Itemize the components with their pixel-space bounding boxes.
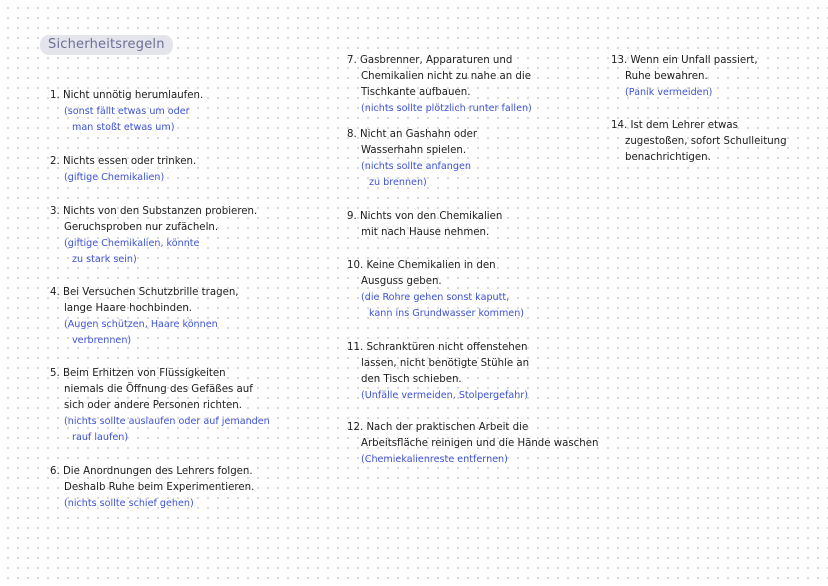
rule-explanation: (giftige Chemikalien) — [64, 172, 165, 183]
rules-column-3 — [611, 53, 821, 166]
rule-text-continued: Deshalb Ruhe beim Experimentieren. — [64, 482, 255, 493]
page-title: Sicherheitsregeln — [40, 35, 173, 55]
rule-explanation: (nichts sollte plötzlich runter fallen) — [361, 103, 532, 114]
rule-text-continued: Wasserhahn spielen. — [361, 145, 467, 156]
rule-text-continued: niemals die Öffnung des Gefäßes auf — [64, 384, 253, 395]
rule-item — [347, 209, 609, 241]
rule-text: 11. Schranktüren nicht offenstehen — [347, 342, 528, 353]
rule-text: 14. Ist dem Lehrer etwas — [611, 120, 738, 131]
rule-text: 1. Nicht unnötig herumlaufen. — [50, 90, 204, 101]
rule-text: 9. Nichts von den Chemikalien — [347, 211, 503, 222]
rule-text-continued: lange Haare hochbinden. — [64, 303, 193, 314]
rule-item — [50, 154, 340, 186]
rule-text: 10. Keine Chemikalien in den — [347, 260, 496, 271]
rule-text-continued: Arbeitsfläche reinigen und die Hände waschen — [361, 438, 599, 449]
rule-text-continued: Ausguss geben. — [361, 276, 442, 287]
rule-explanation: verbrennen) — [72, 335, 132, 346]
rule-item — [50, 285, 340, 349]
rule-text-continued: den Tisch schieben. — [361, 374, 462, 385]
rule-explanation: (Panik vermeiden) — [625, 87, 713, 98]
rule-text-continued: zugestoßen, sofort Schulleitung — [625, 136, 787, 147]
rule-explanation: man stoßt etwas um) — [72, 122, 175, 133]
rule-explanation: kann ins Grundwasser kommen) — [369, 308, 525, 319]
rule-text: 12. Nach der praktischen Arbeit die — [347, 422, 529, 433]
rule-text: 4. Bei Versuchen Schutzbrille tragen, — [50, 287, 239, 298]
rule-item — [347, 127, 609, 191]
rule-explanation: (Unfälle vermeiden, Stolpergefahr) — [361, 390, 528, 401]
rule-text-continued: lassen, nicht benötigte Stühle an — [361, 358, 530, 369]
rule-explanation: zu brennen) — [369, 177, 427, 188]
rule-text: 3. Nichts von den Substanzen probieren. — [50, 206, 258, 217]
rule-item — [50, 88, 340, 136]
rule-item — [50, 204, 340, 268]
rule-explanation: (nichts sollte auslaufen oder auf jemanden — [64, 416, 270, 427]
rule-explanation: rauf laufen) — [72, 432, 129, 443]
rule-text: 8. Nicht an Gashahn oder — [347, 129, 478, 140]
rule-text-continued: sich oder andere Personen richten. — [64, 400, 242, 411]
rule-text-continued: Geruchsproben nur zufächeln. — [64, 222, 219, 233]
rule-item — [347, 340, 609, 404]
rule-explanation: zu stark sein) — [72, 254, 137, 265]
rule-explanation: (Chemiekalienreste entfernen) — [361, 454, 508, 465]
rule-explanation: (nichts sollte schief gehen) — [64, 498, 194, 509]
rule-text-continued: Tischkante aufbauen. — [361, 87, 471, 98]
rule-text: 6. Die Anordnungen des Lehrers folgen. — [50, 466, 253, 477]
rule-text-continued: Chemikalien nicht zu nahe an die — [361, 71, 531, 82]
rule-item — [50, 464, 340, 512]
rule-item — [347, 258, 609, 322]
rule-text: 7. Gasbrenner, Apparaturen und — [347, 55, 513, 66]
rule-item — [611, 53, 821, 101]
rule-text: 13. Wenn ein Unfall passiert, — [611, 55, 758, 66]
rule-explanation: (giftige Chemikalien, könnte — [64, 238, 200, 249]
rule-explanation: (nichts sollte anfangen — [361, 161, 471, 172]
rule-explanation: (die Rohre gehen sonst kaputt, — [361, 292, 510, 303]
rule-text-continued: Ruhe bewahren. — [625, 71, 708, 82]
rule-text: 2. Nichts essen oder trinken. — [50, 156, 197, 167]
rule-explanation: (Augen schützen, Haare können — [64, 319, 218, 330]
rule-item — [611, 118, 821, 166]
rule-text: 5. Beim Erhitzen von Flüssigkeiten — [50, 368, 226, 379]
rule-text-continued: benachrichtigen. — [625, 152, 711, 163]
rule-item — [347, 53, 609, 117]
rules-column-1 — [50, 88, 340, 512]
rule-text-continued: mit nach Hause nehmen. — [361, 227, 490, 238]
rule-explanation: (sonst fällt etwas um oder — [64, 106, 190, 117]
rule-item — [50, 366, 340, 446]
rules-column-2 — [347, 53, 609, 468]
rule-item — [347, 420, 609, 468]
